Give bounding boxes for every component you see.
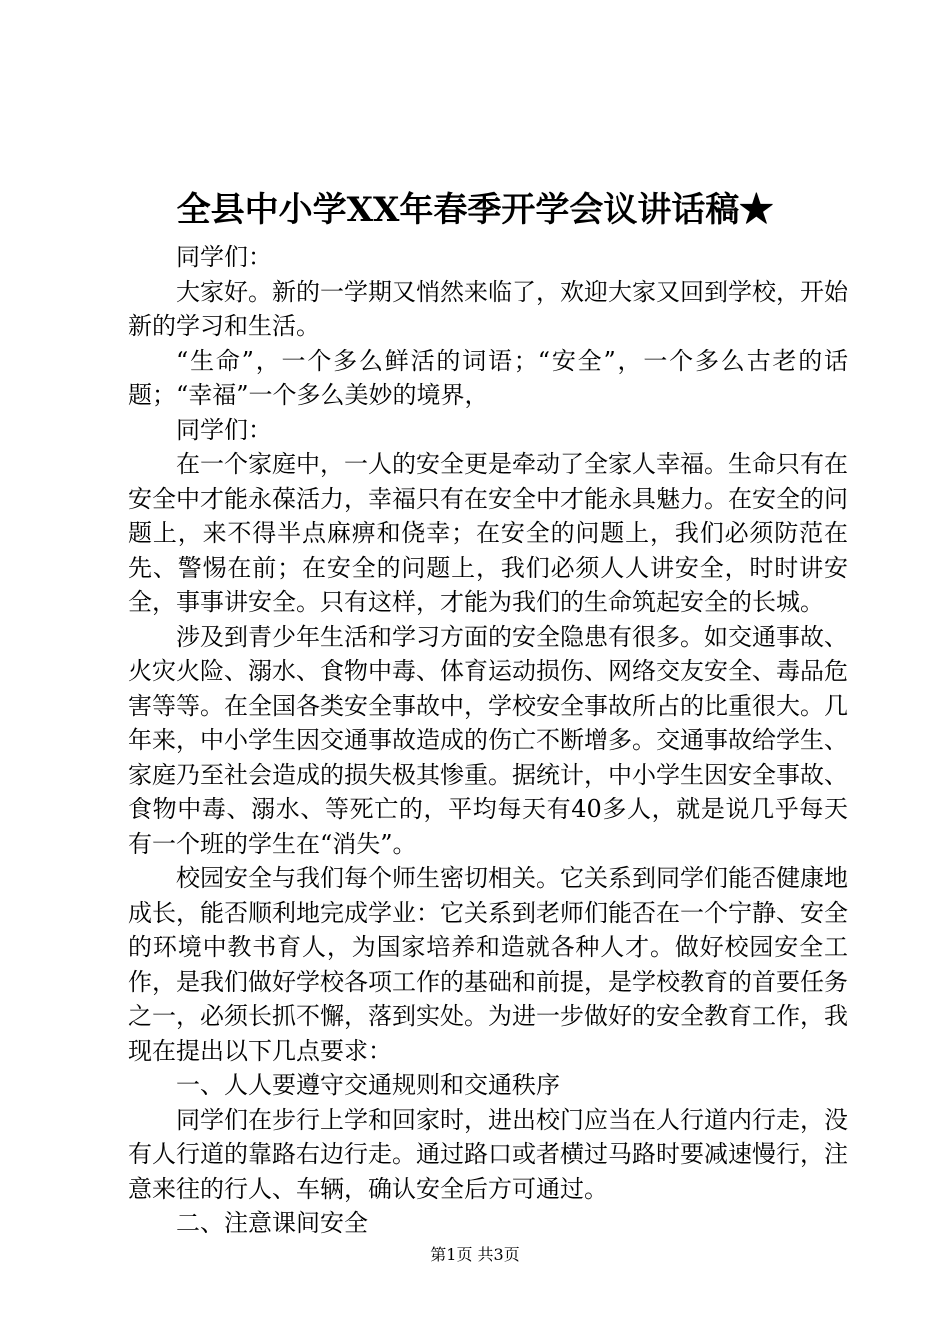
paragraph-welcome: 大家好。新的一学期又悄然来临了，欢迎大家又回到学校，开始新的学习和生活。: [128, 277, 848, 340]
paragraph-greeting: 同学们：: [176, 243, 272, 271]
paragraph-life-safety-happiness: “生命”，一个多么鲜活的词语；“安全”，一个多么古老的话题；“幸福”一个多么美妙的境界，: [128, 346, 848, 409]
paragraph-family-safety: 在一个家庭中，一人的安全更是牵动了全家人幸福。生命只有在安全中才能永葆活力，幸福只有在安全中才能永具魅力。在安全的问题上，来不得半点麻痹和侥幸；在安全的问题上，我们必须防范在先、警惕在前；在安全的问题上，我们必须人人讲安全，时时讲安全，事事讲安全。只有这样，才能为我们的生命筑起安全的长城。: [128, 450, 848, 616]
document-title: 全县中小学XX年春季开学会议讲话稿★: [176, 190, 774, 230]
paragraph-hazards: 涉及到青少年生活和学习方面的安全隐患有很多。如交通事故、火灾火险、溺水、食物中毒、体育运动损伤、网络交友安全、毒品危害等等。在全国各类安全事故中，学校安全事故所占的比重很大。几年来，中小学生因交通事故造成的伤亡不断增多。交通事故给学生、家庭乃至社会造成的损失极其惨重。据统计，中小学生因安全事故、食物中毒、溺水、等死亡的，平均每天有40多人，就是说几乎每天有一个班的学生在“消失”。: [128, 622, 848, 858]
paragraph-heading-break-safety: 二、注意课间安全: [176, 1209, 368, 1237]
paragraph-heading-traffic: 一、人人要遵守交通规则和交通秩序: [176, 1071, 560, 1099]
page-footer: 第1页 共3页: [430, 1245, 520, 1264]
paragraph-traffic-rules: 同学们在步行上学和回家时，进出校门应当在人行道内行走，没有人行道的靠路右边行走。通过路口或者横过马路时要减速慢行，注意来往的行人、车辆，确认安全后方可通过。: [128, 1105, 848, 1203]
document-body: [128, 240, 848, 1241]
paragraph-greeting-2: 同学们：: [176, 415, 272, 444]
paragraph-campus-safety: 校园安全与我们每个师生密切相关。它关系到同学们能否健康地成长，能否顺利地完成学业：它关系到老师们能否在一个宁静、安全的环境中教书育人，为国家培养和造就各种人才。做好校园安全工作，是我们做好学校各项工作的基础和前提，是学校教育的首要任务之一，必须长抓不懈，落到实处。为进一步做好的安全教育工作，我现在提出以下几点要求：: [128, 864, 848, 1065]
